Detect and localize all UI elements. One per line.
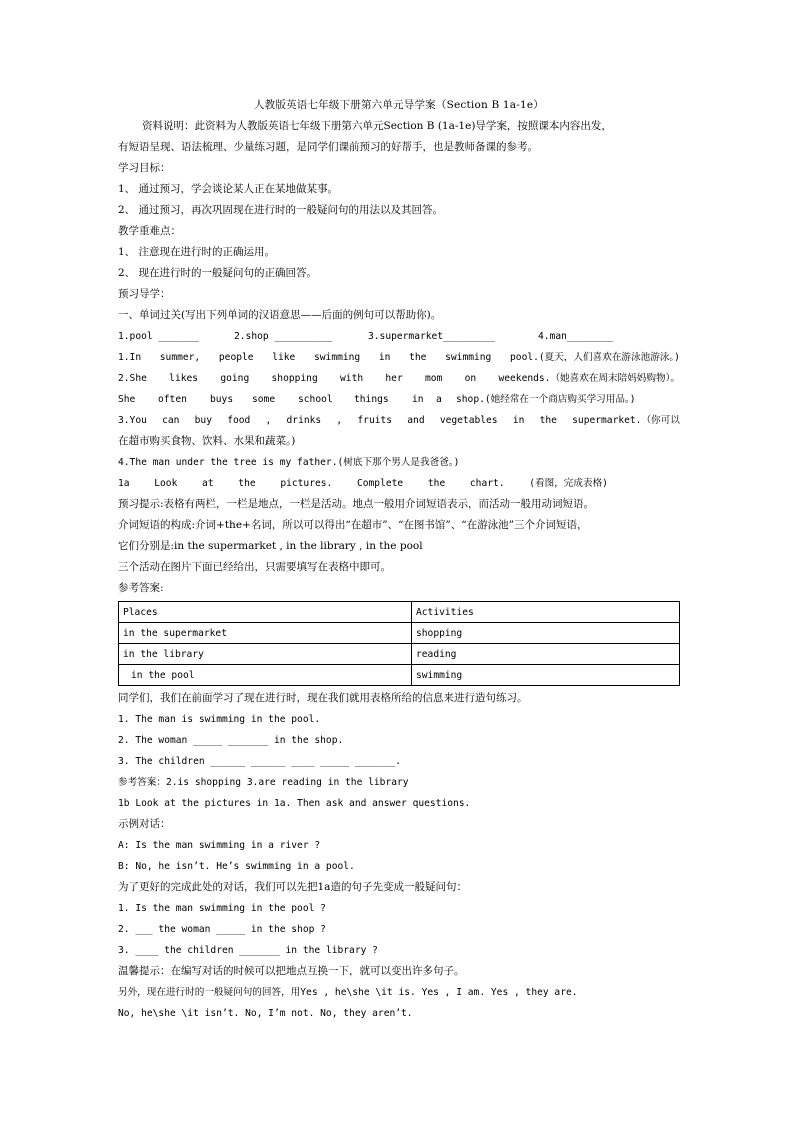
page-title: 人教版英语七年级下册第六单元导学案（Section B 1a-1e） <box>253 99 545 111</box>
table-cell-place: in the supermarket <box>119 623 412 644</box>
practice-item: 2. The woman _____ _______ in the shop. <box>118 735 344 746</box>
goals-heading: 学习目标： <box>118 162 171 174</box>
vocab-word: 3.supermarket_________ <box>368 331 496 342</box>
tip-3-text: 它们分别是:in the supermarket , in the library , in the pool <box>118 540 423 552</box>
word: 3.You <box>118 415 147 426</box>
word: weekends.（她喜欢在周末陪妈妈购物）。 <box>498 373 680 384</box>
dialogue-b: B: No, he isn’t. He’s swimming in a pool. <box>118 861 355 872</box>
word: buy <box>194 415 212 426</box>
word: buys <box>210 394 234 405</box>
word: 1a <box>118 478 130 489</box>
word: 2.She <box>118 373 147 384</box>
word: her <box>385 373 403 384</box>
word: in <box>378 352 391 363</box>
word: shopping <box>271 373 318 384</box>
table-header-row <box>119 602 680 623</box>
word: chart. <box>469 478 505 489</box>
answer-tip-no: No, he\she \it isn’t. No, I’m not. No, they aren’t. <box>118 1008 413 1019</box>
word: school <box>298 394 333 405</box>
word: mom <box>425 373 443 384</box>
example-sentence-1 <box>118 347 680 368</box>
question-item: 3. ____ the children _______ in the library ? <box>118 945 378 956</box>
word: a <box>436 394 442 405</box>
answer-tip-yes: 另外，现在进行时的一般疑问句的回答，用Yes , he\she \it is. Yes , I am. Yes , they are. <box>118 987 578 998</box>
word: like <box>272 352 296 363</box>
word: Complete <box>356 478 404 489</box>
word: pool.(夏天，人们喜欢在游泳池游泳。) <box>510 352 680 363</box>
intro-line-2: 有短语呈现、语法梳理、少量练习题，是同学们课前预习的好帮手，也是教师备课的参考。 <box>118 141 538 153</box>
word: shop.(她经常在一个商店购买学习用品。) <box>456 394 636 405</box>
example-dialogue-heading: 示例对话： <box>118 818 171 830</box>
example-sentence-3 <box>118 389 680 410</box>
word: with <box>340 373 364 384</box>
keypoint-item: 2、 现在进行时的一般疑问句的正确回答。 <box>118 267 318 279</box>
vocab-word: 1.pool _______ <box>118 331 199 342</box>
word: , <box>265 415 272 426</box>
question-item: 1. Is the man swimming in the pool ? <box>118 903 326 914</box>
table-row <box>119 623 680 644</box>
table-cell-activity: reading <box>412 644 680 665</box>
word: things <box>354 394 389 405</box>
word: Look <box>154 478 178 489</box>
example-sentence-2 <box>118 368 680 389</box>
keypoint-item: 1、 注意现在进行时的正确运用。 <box>118 246 276 258</box>
table-cell-activity: shopping <box>412 623 680 644</box>
preview-heading: 预习导学： <box>118 288 171 300</box>
example-sentence-5: 4.The man under the tree is my father.(树底下那个男人是我爸爸。) <box>118 457 460 468</box>
document-body <box>118 95 680 1024</box>
word: summer, <box>159 352 201 363</box>
intro-line-1: 资料说明：此资料为人教版英语七年级下册第六单元Section B (1a-1e)导学案，按照课本内容出发， <box>142 120 612 132</box>
word: the <box>238 478 256 489</box>
word: going <box>220 373 250 384</box>
section-1-heading: 一、单词过关(写出下列单词的汉语意思——后面的例句可以帮助你)。 <box>118 309 442 321</box>
example-sentence-4-cont: 在超市购买食物、饮料、水果和蔬菜。) <box>118 435 296 447</box>
word: , <box>336 415 343 426</box>
word: often <box>158 394 187 405</box>
word: the <box>409 352 427 363</box>
keypoints-heading: 教学重难点： <box>118 225 181 237</box>
word: swimming <box>314 352 361 363</box>
word: (看图，完成表格) <box>529 478 608 489</box>
question-item: 2. ___ the woman _____ in the shop ? <box>118 924 326 935</box>
task-1b-line: 1b Look at the pictures in 1a. Then ask and answer questions. <box>118 798 471 809</box>
word: at <box>202 478 214 489</box>
preview-tip-4: 三个活动在图片下面已经给出，只需要填写在表格中即可。 <box>118 561 391 573</box>
word: and <box>407 415 425 426</box>
table-header-activities: Activities <box>412 602 680 623</box>
word: the <box>539 415 557 426</box>
word: some <box>252 394 276 405</box>
practice-intro: 同学们，我们在前面学习了现在进行时，现在我们就用表格所给的信息来进行造句练习。 <box>118 692 528 704</box>
word: the <box>427 478 446 489</box>
table-header-places: Places <box>119 602 412 623</box>
word: in <box>512 415 525 426</box>
vocab-words <box>118 326 680 347</box>
word: on <box>464 373 477 384</box>
word: drinks <box>286 415 322 426</box>
table-cell-place: in the library <box>119 644 412 665</box>
task-1a-line <box>118 473 608 494</box>
goal-item: 2、 通过预习，再次巩固现在进行时的一般疑问句的用法以及其回答。 <box>118 204 444 216</box>
table-row <box>119 644 680 665</box>
word: in <box>412 394 424 405</box>
vocab-word: 4.man________ <box>538 331 614 342</box>
practice-answer: 参考答案：2.is shopping 3.are reading in the library <box>118 777 409 788</box>
word: food <box>227 415 251 426</box>
preview-tip-2: 介词短语的构成:介词+the+名词，所以可以得出“在超市”、“在图书馆”、“在游泳池”三个介词短语， <box>118 519 588 531</box>
practice-item: 1. The man is swimming in the pool. <box>118 714 321 725</box>
convert-instruction: 为了更好的完成此处的对话，我们可以先把1a造的句子先变成一般疑问句： <box>118 881 467 893</box>
table-cell-activity: swimming <box>412 665 680 686</box>
word: swimming <box>445 352 492 363</box>
dialogue-a: A: Is the man swimming in a river ? <box>118 840 321 851</box>
practice-item: 3. The children ______ ______ ____ _____ _______. <box>118 756 402 767</box>
warm-tip: 温馨提示：在编写对话的时候可以把地点互换一下，就可以变出许多句子。 <box>118 965 465 977</box>
word: She <box>118 394 136 405</box>
preview-tip-1: 预习提示:表格有两栏，一栏是地点，一栏是活动。地点一般用介词短语表示，而活动一般用动词短语。 <box>118 498 595 510</box>
word: vegetables <box>439 415 498 426</box>
word: supermarket.（你可以 <box>572 415 680 426</box>
word: 1.In <box>118 352 142 363</box>
word: people <box>218 352 254 363</box>
table-row <box>119 665 680 686</box>
word: fruits <box>357 415 393 426</box>
table-cell-place: in the pool <box>119 665 412 686</box>
word: likes <box>169 373 199 384</box>
goal-item: 1、 通过预习，学会谈论某人正在某地做某事。 <box>118 183 339 195</box>
word: can <box>162 415 180 426</box>
preview-tip-3 <box>118 536 680 557</box>
answer-heading: 参考答案: <box>118 582 164 594</box>
vocab-word: 2.shop __________ <box>234 331 333 342</box>
places-activities-table <box>118 601 680 686</box>
example-sentence-4 <box>118 410 680 431</box>
word: pictures. <box>280 478 333 489</box>
